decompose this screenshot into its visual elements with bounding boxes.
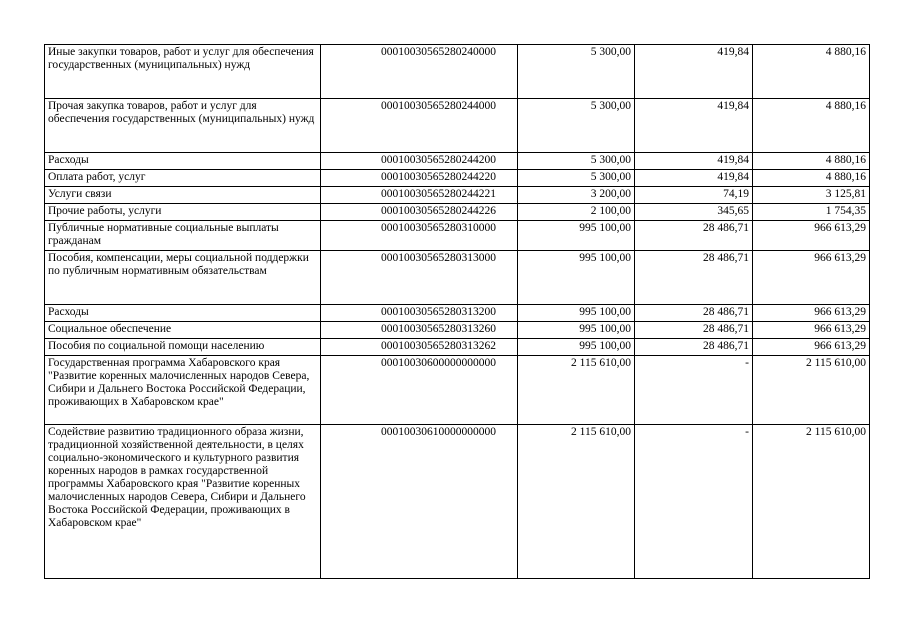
row-name: Пособия по социальной помощи населению [45, 339, 321, 356]
row-approved: 2 115 610,00 [518, 356, 635, 425]
row-approved: 5 300,00 [518, 153, 635, 170]
row-remaining: 4 880,16 [753, 45, 870, 99]
row-remaining: 966 613,29 [753, 221, 870, 251]
row-name: Прочая закупка товаров, работ и услуг для обеспечения государственных (муниципальных) нужд [45, 99, 321, 153]
row-code: 00010030565280244226 [321, 204, 518, 221]
row-executed: 28 486,71 [635, 221, 753, 251]
row-remaining: 3 125,81 [753, 187, 870, 204]
row-executed: 28 486,71 [635, 322, 753, 339]
row-code: 00010030565280310000 [321, 221, 518, 251]
row-code: 00010030565280313000 [321, 251, 518, 305]
row-remaining: 4 880,16 [753, 99, 870, 153]
row-remaining: 966 613,29 [753, 305, 870, 322]
row-executed: 419,84 [635, 45, 753, 99]
row-executed: - [635, 425, 753, 579]
row-approved: 995 100,00 [518, 305, 635, 322]
row-code: 00010030600000000000 [321, 356, 518, 425]
row-executed: 419,84 [635, 170, 753, 187]
table-row [45, 221, 870, 251]
row-name: Иные закупки товаров, работ и услуг для обеспечения государственных (муниципальных) нужд [45, 45, 321, 99]
row-executed: 28 486,71 [635, 251, 753, 305]
row-approved: 995 100,00 [518, 221, 635, 251]
table-row [45, 204, 870, 221]
row-executed: 28 486,71 [635, 305, 753, 322]
row-code: 00010030565280313262 [321, 339, 518, 356]
row-remaining: 4 880,16 [753, 170, 870, 187]
table-row [45, 153, 870, 170]
row-approved: 2 115 610,00 [518, 425, 635, 579]
row-approved: 995 100,00 [518, 339, 635, 356]
table-row [45, 356, 870, 425]
table-row [45, 425, 870, 579]
table-row [45, 170, 870, 187]
row-remaining: 2 115 610,00 [753, 356, 870, 425]
row-executed: 419,84 [635, 153, 753, 170]
table-row [45, 251, 870, 305]
row-name: Расходы [45, 305, 321, 322]
table-row [45, 45, 870, 99]
row-code: 00010030565280313200 [321, 305, 518, 322]
row-name: Услуги связи [45, 187, 321, 204]
row-remaining: 4 880,16 [753, 153, 870, 170]
row-name: Публичные нормативные социальные выплаты гражданам [45, 221, 321, 251]
table-row [45, 305, 870, 322]
row-approved: 5 300,00 [518, 45, 635, 99]
row-code: 00010030610000000000 [321, 425, 518, 579]
row-executed: - [635, 356, 753, 425]
row-code: 00010030565280244220 [321, 170, 518, 187]
row-name: Расходы [45, 153, 321, 170]
row-name: Пособия, компенсации, меры социальной поддержки по публичным нормативным обязательствам [45, 251, 321, 305]
row-code: 00010030565280244000 [321, 99, 518, 153]
row-approved: 3 200,00 [518, 187, 635, 204]
row-name: Государственная программа Хабаровского края "Развитие коренных малочисленных народов Севера, Сибири и Дальнего Востока Российской Федерации, проживающих в Хабаровском крае" [45, 356, 321, 425]
row-remaining: 966 613,29 [753, 339, 870, 356]
row-name: Прочие работы, услуги [45, 204, 321, 221]
row-name: Социальное обеспечение [45, 322, 321, 339]
row-approved: 5 300,00 [518, 170, 635, 187]
row-name: Содействие развитию традиционного образа жизни, традиционной хозяйственной деятельности, в целях социально-экономического и культурного развития коренных народов в рамках государственной программы Хабаровского края "Развитие коренных малочисленных народов Севера, Сибири и Дальнего Востока Российской Федерации, проживающих в Хабаровском крае" [45, 425, 321, 579]
row-remaining: 966 613,29 [753, 251, 870, 305]
row-executed: 419,84 [635, 99, 753, 153]
table-row [45, 187, 870, 204]
row-approved: 5 300,00 [518, 99, 635, 153]
row-approved: 995 100,00 [518, 322, 635, 339]
row-executed: 345,65 [635, 204, 753, 221]
budget-execution-table [44, 44, 870, 579]
row-executed: 28 486,71 [635, 339, 753, 356]
row-code: 00010030565280240000 [321, 45, 518, 99]
row-approved: 2 100,00 [518, 204, 635, 221]
table-row [45, 339, 870, 356]
row-code: 00010030565280244200 [321, 153, 518, 170]
table-row [45, 322, 870, 339]
row-code: 00010030565280244221 [321, 187, 518, 204]
row-approved: 995 100,00 [518, 251, 635, 305]
row-executed: 74,19 [635, 187, 753, 204]
table-row [45, 99, 870, 153]
row-code: 00010030565280313260 [321, 322, 518, 339]
row-remaining: 966 613,29 [753, 322, 870, 339]
row-remaining: 1 754,35 [753, 204, 870, 221]
row-name: Оплата работ, услуг [45, 170, 321, 187]
row-remaining: 2 115 610,00 [753, 425, 870, 579]
